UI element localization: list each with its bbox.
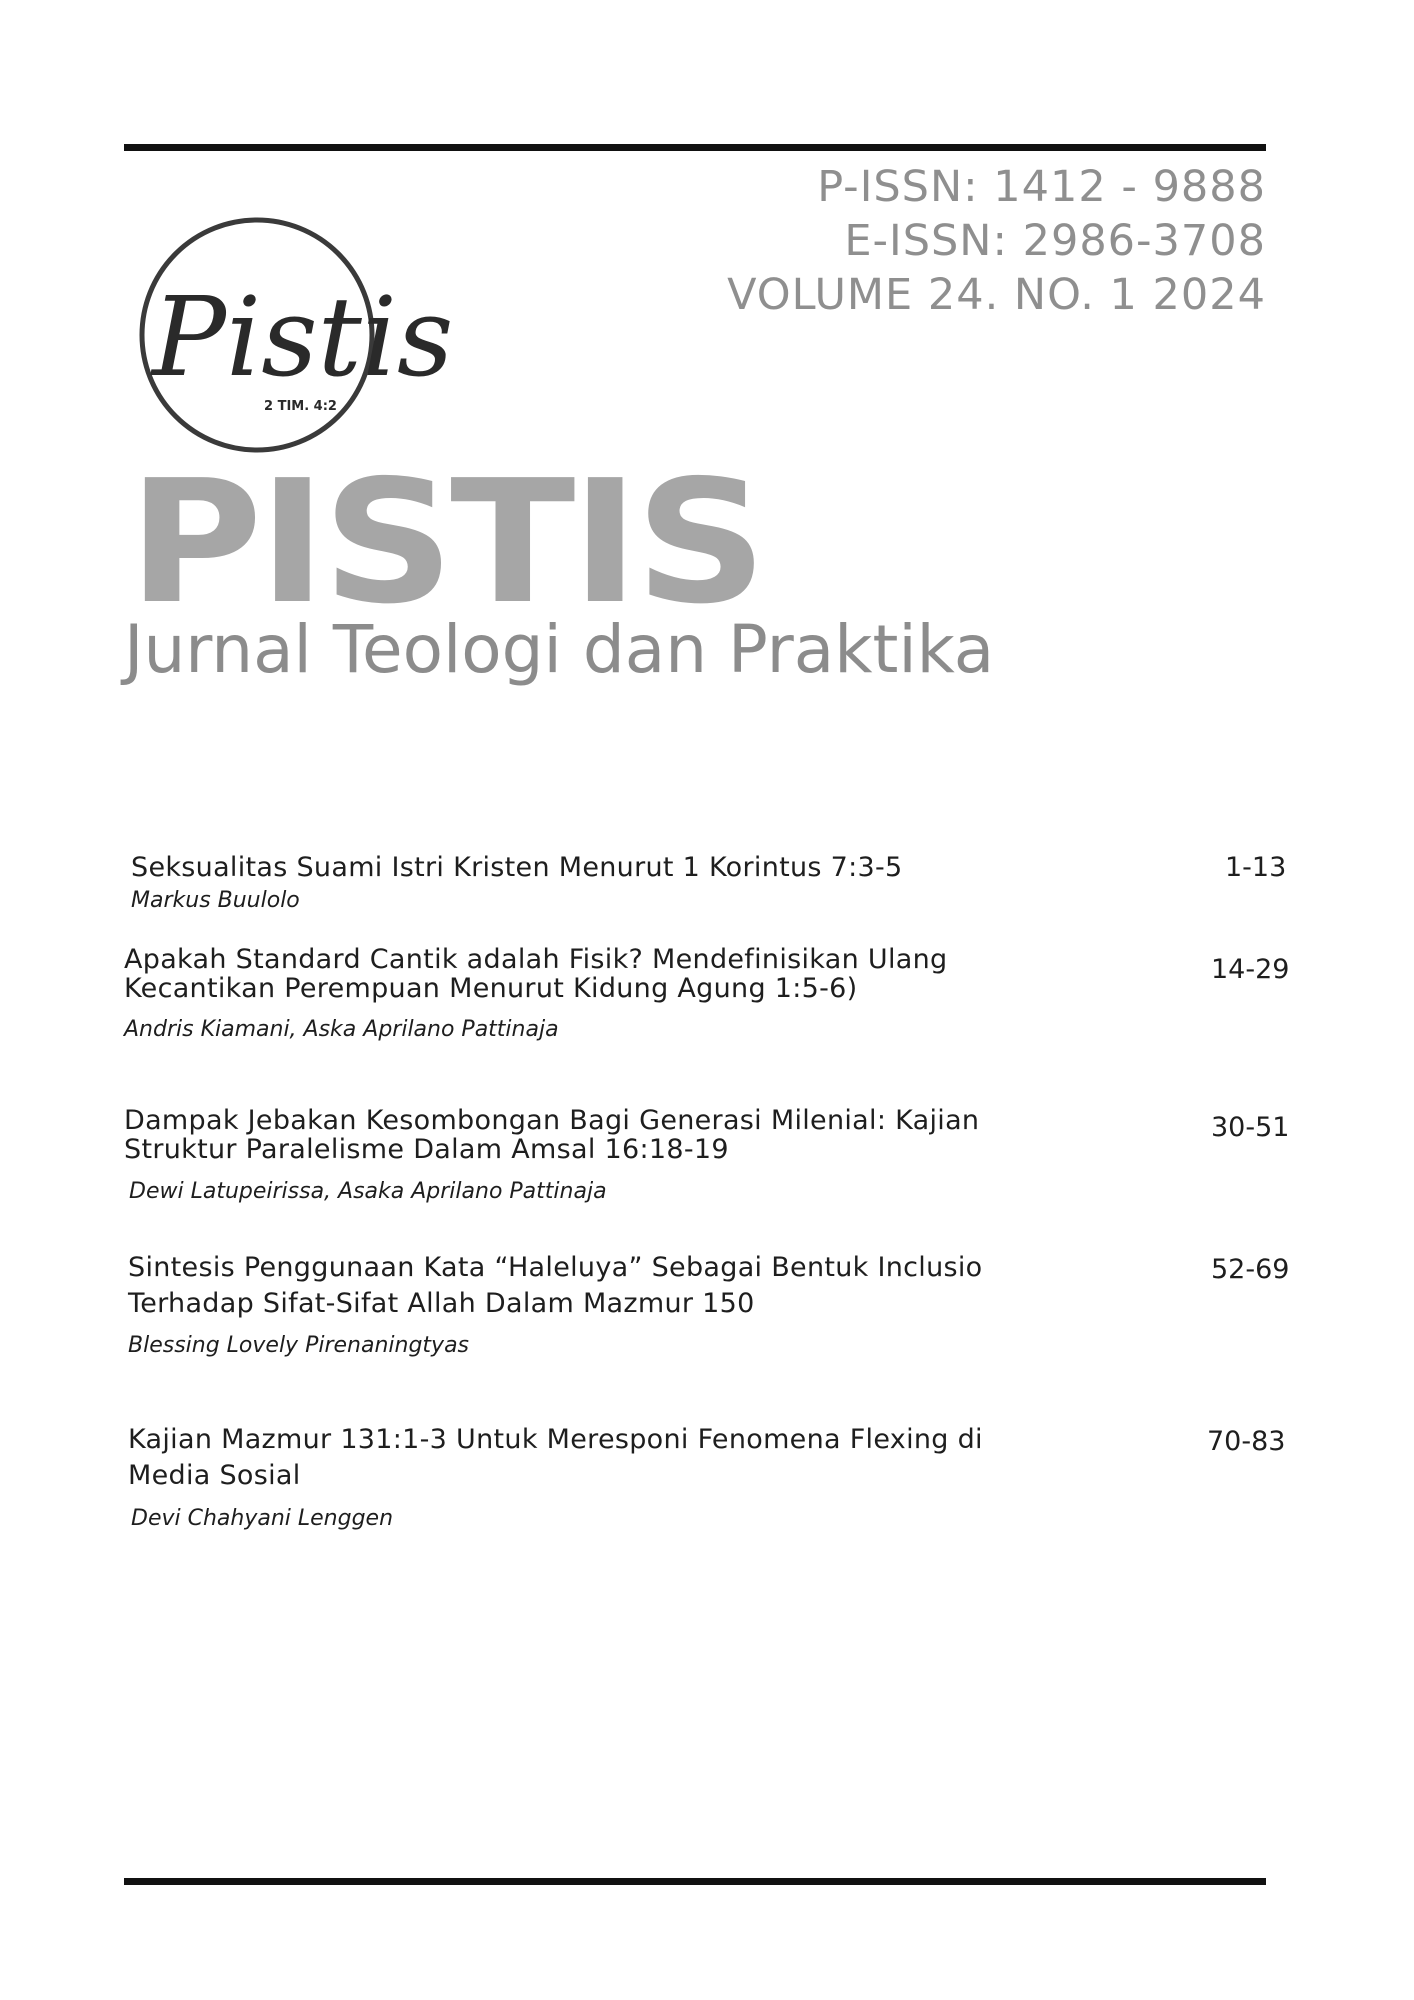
issn-block bbox=[727, 160, 1266, 322]
article-authors: Blessing Lovely Pirenaningtyas bbox=[128, 1333, 470, 1358]
article-pages: 70-83 bbox=[1207, 1426, 1286, 1457]
journal-name: PISTIS bbox=[128, 444, 763, 642]
e-issn: E-ISSN: 2986-3708 bbox=[844, 216, 1266, 266]
article-title: Kajian Mazmur 131:1-3 Untuk Meresponi Fenomena Flexing di bbox=[128, 1424, 983, 1455]
journal-subtitle: Jurnal Teologi dan Praktika bbox=[124, 611, 995, 688]
article-pages: 30-51 bbox=[1211, 1112, 1290, 1143]
article-pages: 14-29 bbox=[1211, 954, 1290, 985]
article-title-line-2: Media Sosial bbox=[128, 1460, 301, 1491]
article-title: Seksualitas Suami Istri Kristen Menurut 1 Korintus 7:3-5 bbox=[131, 852, 903, 883]
logo-caption: 2 TIM. 4:2 bbox=[264, 399, 337, 414]
article-authors: Markus Buulolo bbox=[131, 888, 300, 913]
logo-script: Pistis bbox=[152, 273, 454, 401]
article-pages: 1-13 bbox=[1225, 852, 1287, 883]
article-title-line-2: Kecantikan Perempuan Menurut Kidung Agung 1:5-6) bbox=[124, 973, 858, 1004]
journal-logo bbox=[132, 215, 454, 465]
top-rule bbox=[124, 144, 1266, 151]
article-pages: 52-69 bbox=[1211, 1254, 1290, 1285]
article-title-line-2: Terhadap Sifat-Sifat Allah Dalam Mazmur 150 bbox=[128, 1288, 755, 1319]
bottom-rule bbox=[124, 1878, 1266, 1885]
p-issn: P-ISSN: 1412 - 9888 bbox=[817, 162, 1266, 212]
article-authors: Andris Kiamani, Aska Aprilano Pattinaja bbox=[124, 1017, 559, 1042]
article-authors: Dewi Latupeirissa, Asaka Aprilano Pattinaja bbox=[129, 1179, 607, 1204]
article-title-line-2: Struktur Paralelisme Dalam Amsal 16:18-19 bbox=[124, 1134, 729, 1165]
article-title: Apakah Standard Cantik adalah Fisik? Mendefinisikan Ulang bbox=[124, 944, 948, 975]
article-authors: Devi Chahyani Lenggen bbox=[131, 1506, 394, 1531]
volume-line: VOLUME 24. NO. 1 2024 bbox=[727, 270, 1266, 320]
article-title: Dampak Jebakan Kesombongan Bagi Generasi Milenial: Kajian bbox=[124, 1105, 980, 1136]
article-title: Sintesis Penggunaan Kata “Haleluya” Sebagai Bentuk Inclusio bbox=[128, 1252, 983, 1283]
